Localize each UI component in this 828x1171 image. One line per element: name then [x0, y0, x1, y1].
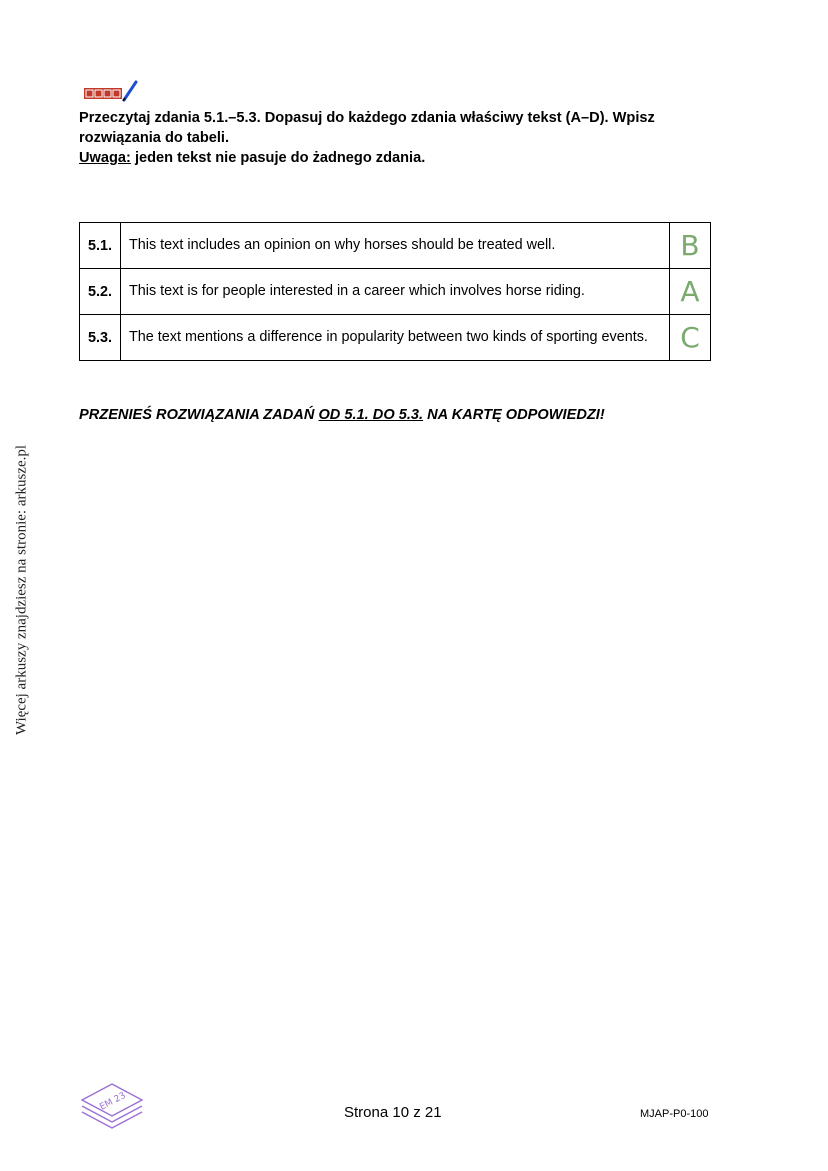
handwritten-answer: A [680, 274, 700, 308]
transfer-part-2: OD 5.1. DO 5.3. [318, 407, 424, 423]
row-statement: The text mentions a difference in popularity between two kinds of sporting events. [121, 315, 670, 361]
page-number: Strona 10 z 21 [344, 1104, 442, 1121]
handwritten-answer: C [680, 320, 700, 354]
answer-cell[interactable] [670, 269, 711, 315]
instructions-line-1: Przeczytaj zdania 5.1.–5.3. Dopasuj do każdego zdania właściwy tekst (A–D). Wpisz [79, 110, 655, 126]
transfer-part-1: PRZENIEŚ ROZWIĄZANIA ZADAŃ [79, 407, 319, 423]
note-text: jeden tekst nie pasuje do żadnego zdania. [130, 150, 426, 166]
logo-text: EM 23 [98, 1090, 128, 1113]
writing-task-icon [84, 80, 140, 102]
row-number: 5.2. [80, 269, 121, 315]
table-row [80, 269, 711, 315]
row-statement: This text is for people interested in a career which involves horse riding. [121, 269, 670, 315]
instructions-note [79, 148, 719, 168]
transfer-part-3: NA KARTĘ ODPOWIEDZI! [423, 407, 605, 423]
document-code: MJAP-P0-100 [640, 1108, 709, 1120]
table-row [80, 223, 711, 269]
row-number: 5.1. [80, 223, 121, 269]
table-row [80, 315, 711, 361]
task-instructions [79, 108, 719, 168]
answer-cell[interactable] [670, 315, 711, 361]
side-watermark-text: Więcej arkuszy znajdziesz na stronie: arkusze.pl [13, 444, 30, 736]
note-label: Uwaga: [79, 150, 131, 166]
handwritten-answer: B [680, 228, 700, 262]
transfer-answers-note [79, 407, 605, 423]
row-number: 5.3. [80, 315, 121, 361]
cke-logo [78, 1080, 146, 1130]
row-statement: This text includes an opinion on why horses should be treated well. [121, 223, 670, 269]
answer-table [79, 222, 711, 361]
instructions-line-2: rozwiązania do tabeli. [79, 130, 230, 146]
answer-cell[interactable] [670, 223, 711, 269]
